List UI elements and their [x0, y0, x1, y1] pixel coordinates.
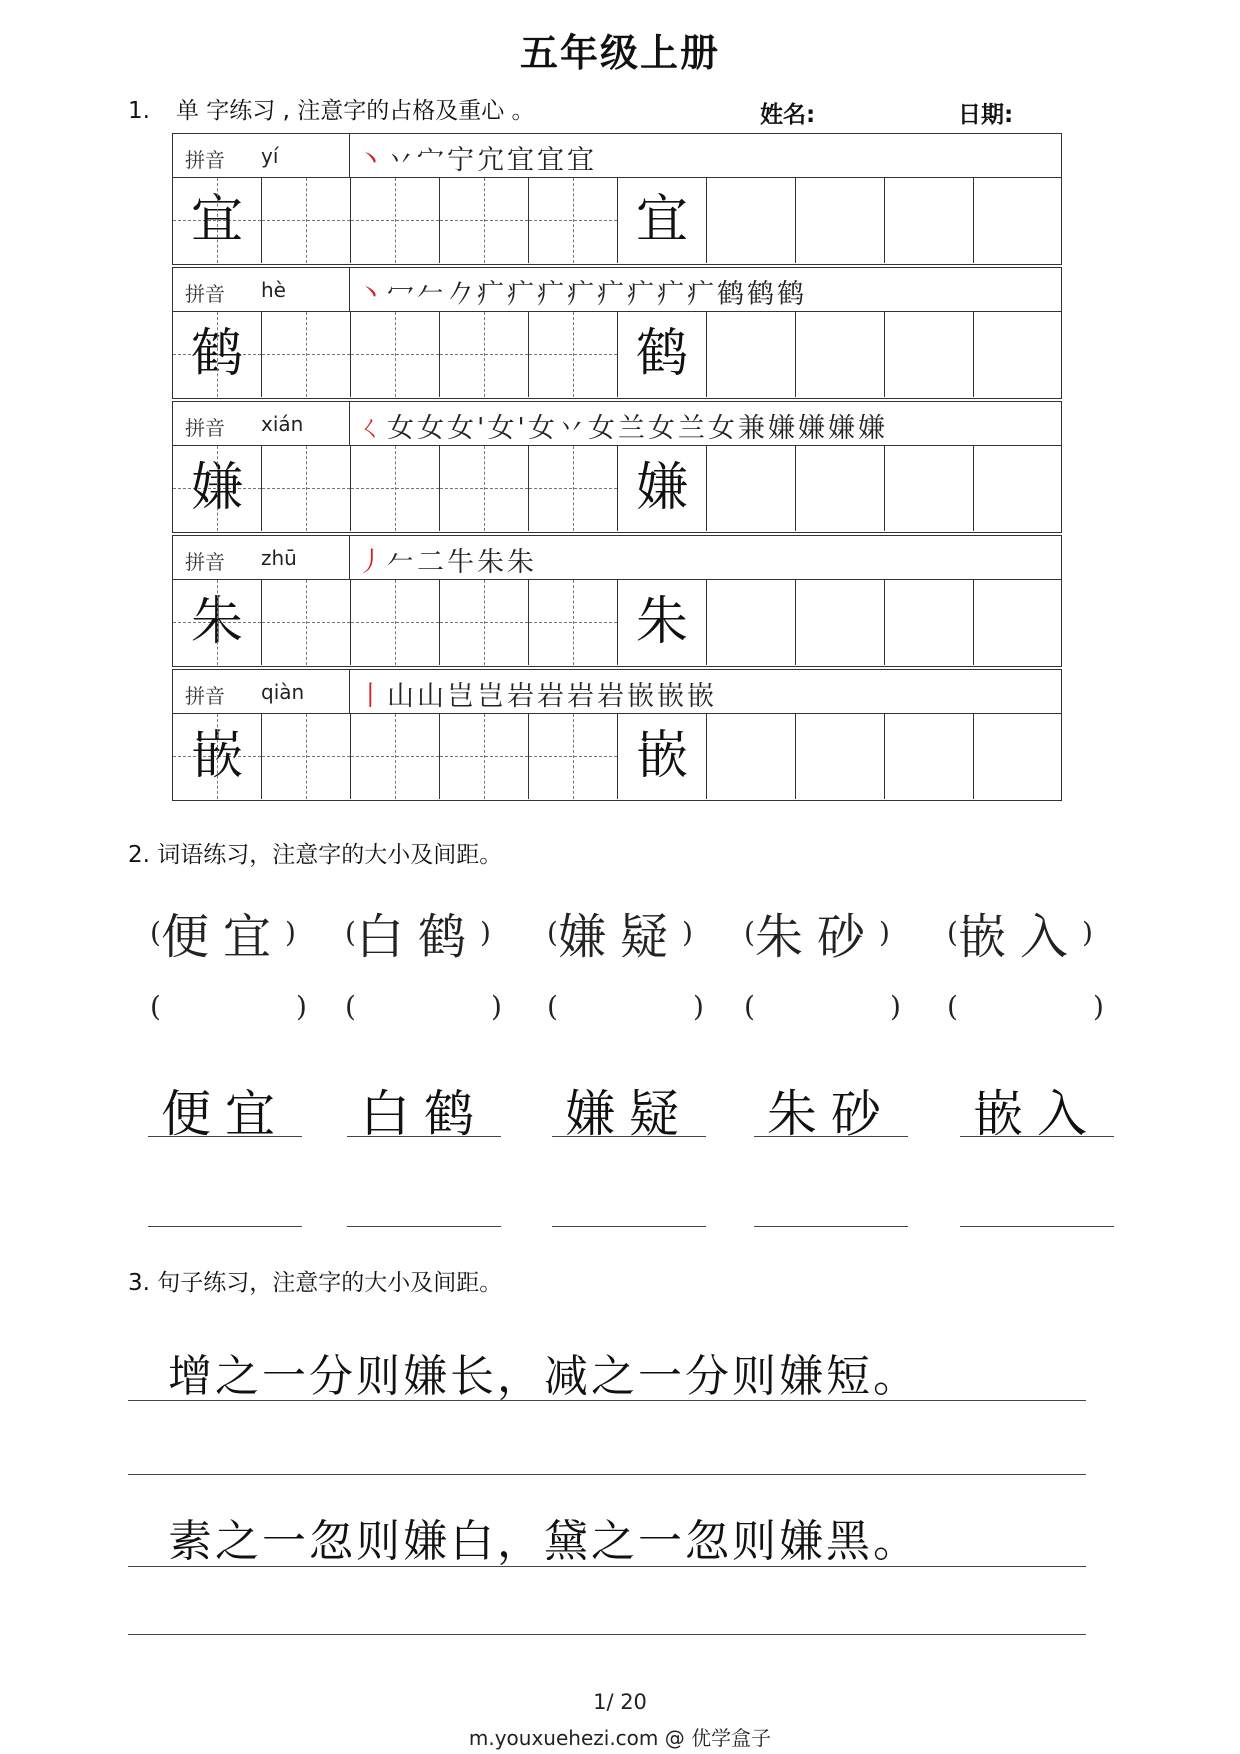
pinyin-value: yí [261, 144, 279, 168]
model-char: 嵌 [190, 726, 243, 786]
pinyin-cell [173, 268, 350, 312]
model-char: 鹤 [635, 324, 688, 384]
blank-parens[interactable] [547, 990, 717, 1023]
stroke-step: 女兰 [647, 413, 708, 444]
char-block [172, 133, 1062, 267]
open-paren: ( [744, 990, 755, 1023]
model-char-cell [618, 714, 707, 799]
stroke-step: 山 [387, 681, 417, 712]
close-paren: ) [878, 916, 890, 949]
word-with-parens [150, 898, 296, 967]
model-char-cell [173, 714, 262, 799]
section1-instruction [128, 92, 535, 125]
char-block [172, 669, 1062, 803]
stroke-step: 𠂉 [387, 547, 417, 578]
char-row [172, 713, 1062, 801]
practice-cell[interactable] [885, 580, 974, 665]
word-model: 嵌入 [957, 909, 1082, 965]
char-block [172, 535, 1062, 669]
model-char: 宜 [635, 190, 688, 250]
word-model: 朱砂 [754, 909, 879, 965]
practice-cell[interactable] [796, 178, 885, 263]
stroke-step: 宀 [417, 145, 447, 176]
page-title: 五年级上册 [519, 31, 720, 75]
stroke-step: 鹤 [777, 279, 807, 310]
stroke-step: 𠂉 [417, 279, 447, 310]
pinyin-value: zhū [261, 546, 297, 570]
stroke-step: 岩 [507, 681, 537, 712]
section1-text: 单 字练习 , 注意字的占格及重心 。 [176, 98, 535, 124]
practice-cell[interactable] [707, 446, 796, 531]
stroke-step: 岩 [537, 681, 567, 712]
stroke-step: 女兰 [587, 413, 648, 444]
practice-cell[interactable] [262, 178, 351, 263]
stroke-step: 丨 [357, 681, 387, 712]
stroke-step: 岩 [597, 681, 627, 712]
pinyin-label: 拼音 [185, 550, 225, 574]
stroke-step: 女 [417, 413, 447, 444]
stroke-step: 女' [487, 413, 528, 444]
stroke-step: 女 [387, 413, 417, 444]
word-on-line: 嵌入 [973, 1085, 1101, 1143]
close-paren: ) [479, 916, 491, 949]
open-paren: ( [345, 990, 356, 1023]
sentence-blank-line[interactable] [128, 1474, 1086, 1475]
practice-cell[interactable] [262, 312, 351, 397]
word-blank-line[interactable] [347, 1226, 501, 1227]
word-on-line: 朱砂 [767, 1085, 895, 1143]
practice-cell[interactable] [529, 446, 618, 531]
word-model: 嫌疑 [557, 909, 682, 965]
practice-cell[interactable] [529, 714, 618, 799]
practice-cell[interactable] [707, 580, 796, 665]
stroke-order [357, 674, 717, 712]
pinyin-row [172, 133, 1062, 178]
blank-parens[interactable] [150, 990, 320, 1023]
sentence-underline [128, 1566, 1086, 1567]
pinyin-row [172, 535, 1062, 580]
model-char-cell [173, 178, 262, 263]
pinyin-label: 拼音 [185, 148, 225, 172]
stroke-step: 𠂊 [447, 279, 477, 310]
practice-cell[interactable] [707, 178, 796, 263]
pinyin-label: 拼音 [185, 416, 225, 440]
stroke-step: 丿 [357, 547, 387, 578]
word-underline [754, 1136, 908, 1137]
stroke-step: ㄑ [357, 413, 387, 444]
stroke-step: 岂 [447, 681, 477, 712]
stroke-step: 山 [417, 681, 447, 712]
word-underline [347, 1136, 501, 1137]
word-underline [552, 1136, 706, 1137]
section1-number: 1. [128, 98, 150, 124]
stroke-order [357, 272, 807, 310]
practice-cell[interactable] [440, 446, 529, 531]
practice-cell[interactable] [440, 178, 529, 263]
name-label: 姓名: [760, 102, 816, 128]
stroke-step: 宂 [477, 145, 507, 176]
close-paren: ) [1093, 990, 1104, 1023]
model-char: 朱 [635, 592, 688, 652]
stroke-step: 鹤 [717, 279, 747, 310]
practice-cell[interactable] [529, 580, 618, 665]
stroke-step: 疒 [507, 279, 537, 310]
stroke-step: 岂 [477, 681, 507, 712]
footer-site: m.youxuehezi.com @ 优学盒子 [468, 1726, 772, 1750]
pinyin-value: qiàn [261, 680, 305, 704]
stroke-step: 宜 [567, 145, 597, 176]
pinyin-value: hè [261, 278, 286, 302]
practice-cell[interactable] [440, 580, 529, 665]
word-with-parens [547, 898, 693, 967]
blank-parens[interactable] [947, 990, 1117, 1023]
stroke-step: 二 [417, 547, 447, 578]
stroke-step: 丶 [357, 145, 387, 176]
stroke-step: 嵌 [657, 681, 687, 712]
word-model: 便宜 [160, 909, 285, 965]
practice-cell[interactable] [885, 714, 974, 799]
pinyin-label: 拼音 [185, 684, 225, 708]
practice-cell[interactable] [529, 178, 618, 263]
char-row [172, 445, 1062, 533]
model-char-cell [618, 178, 707, 263]
stroke-step: 宁 [447, 145, 477, 176]
stroke-step: 嫌 [857, 413, 888, 444]
stroke-order [357, 138, 597, 176]
practice-cell[interactable] [885, 312, 974, 397]
stroke-step: 嵌 [627, 681, 657, 712]
practice-cell[interactable] [440, 312, 529, 397]
word-blank-line[interactable] [754, 1226, 908, 1227]
pinyin-cell [173, 402, 350, 446]
stroke-step: 疒 [627, 279, 657, 310]
practice-cell[interactable] [351, 312, 440, 397]
stroke-step: 嫌 [767, 413, 798, 444]
pinyin-value: xián [261, 412, 304, 436]
model-sentence: 素之一忽则嫌白，黛之一忽则嫌黑。 [168, 1516, 920, 1567]
model-char: 朱 [190, 592, 243, 652]
practice-cell[interactable] [262, 714, 351, 799]
stroke-step: 朱 [477, 547, 507, 578]
word-blank-line[interactable] [148, 1226, 302, 1227]
pinyin-cell [173, 134, 350, 178]
word-with-parens [744, 898, 890, 967]
close-paren: ) [681, 916, 693, 949]
close-paren: ) [693, 990, 704, 1023]
stroke-step: 嫌 [827, 413, 858, 444]
char-block [172, 267, 1062, 401]
word-on-line: 嫌疑 [565, 1085, 693, 1143]
practice-cell[interactable] [351, 178, 440, 263]
practice-cell[interactable] [974, 178, 1063, 263]
sentence-underline [128, 1400, 1086, 1401]
stroke-step: 牛 [447, 547, 477, 578]
practice-cell[interactable] [974, 446, 1063, 531]
practice-cell[interactable] [796, 446, 885, 531]
model-char-cell [173, 580, 262, 665]
stroke-step: 女' [447, 413, 488, 444]
open-paren: ( [150, 916, 161, 949]
stroke-step: 朱 [507, 547, 537, 578]
open-paren: ( [547, 990, 558, 1023]
stroke-step: 岩 [567, 681, 597, 712]
stroke-step: 疒 [597, 279, 627, 310]
character-practice-grid [172, 133, 1062, 803]
word-on-line: 白鹤 [360, 1085, 488, 1143]
word-blank-line[interactable] [960, 1226, 1114, 1227]
char-row [172, 311, 1062, 399]
open-paren: ( [744, 916, 755, 949]
practice-cell[interactable] [529, 312, 618, 397]
stroke-step: 嵌 [687, 681, 717, 712]
close-paren: ) [890, 990, 901, 1023]
practice-cell[interactable] [885, 446, 974, 531]
pinyin-row [172, 267, 1062, 312]
close-paren: ) [1081, 916, 1093, 949]
pinyin-cell [173, 536, 350, 580]
stroke-order [357, 406, 888, 444]
model-char: 嫌 [635, 458, 688, 518]
word-blank-line[interactable] [552, 1226, 706, 1227]
practice-cell[interactable] [796, 312, 885, 397]
blank-parens[interactable] [345, 990, 515, 1023]
stroke-step: 疒 [477, 279, 507, 310]
stroke-step: 冖 [387, 279, 417, 310]
word-model: 白鹤 [355, 909, 480, 965]
practice-cell[interactable] [262, 446, 351, 531]
model-char-cell [618, 446, 707, 531]
section3-instruction: 3. 句子练习，注意字的大小及间距。 [128, 1270, 503, 1296]
word-with-parens [947, 898, 1093, 967]
char-block [172, 401, 1062, 535]
blank-parens[interactable] [744, 990, 914, 1023]
open-paren: ( [547, 916, 558, 949]
practice-cell[interactable] [974, 312, 1063, 397]
close-paren: ) [284, 916, 296, 949]
stroke-step: 丶 [357, 279, 387, 310]
word-with-parens [345, 898, 491, 967]
close-paren: ) [491, 990, 502, 1023]
open-paren: ( [345, 916, 356, 949]
stroke-step: 疒 [537, 279, 567, 310]
page-number: 1/ 20 [593, 1690, 647, 1714]
stroke-step: 宜 [537, 145, 567, 176]
stroke-step: 丷 [387, 145, 417, 176]
model-char: 宜 [190, 190, 243, 250]
practice-cell[interactable] [707, 714, 796, 799]
section2-instruction: 2. 词语练习，注意字的大小及间距。 [128, 842, 503, 868]
sentence-blank-line[interactable] [128, 1634, 1086, 1635]
word-underline [960, 1136, 1114, 1137]
practice-cell[interactable] [796, 714, 885, 799]
date-label: 日期: [958, 102, 1014, 128]
practice-cell[interactable] [796, 580, 885, 665]
model-char-cell [618, 312, 707, 397]
char-row [172, 579, 1062, 667]
char-row [172, 177, 1062, 265]
stroke-step: 女丷 [527, 413, 588, 444]
model-sentence: 增之一分则嫌长，减之一分则嫌短。 [168, 1351, 920, 1402]
stroke-step: 鹤 [747, 279, 777, 310]
open-paren: ( [947, 990, 958, 1023]
stroke-step: 女兼 [707, 413, 768, 444]
practice-cell[interactable] [351, 714, 440, 799]
practice-cell[interactable] [351, 446, 440, 531]
close-paren: ) [296, 990, 307, 1023]
practice-cell[interactable] [974, 580, 1063, 665]
stroke-step: 疒 [687, 279, 717, 310]
stroke-step: 疒 [567, 279, 597, 310]
practice-cell[interactable] [974, 714, 1063, 799]
pinyin-cell [173, 670, 350, 714]
model-char: 嵌 [635, 726, 688, 786]
model-char-cell [173, 312, 262, 397]
model-char: 鹤 [190, 324, 243, 384]
open-paren: ( [947, 916, 958, 949]
model-char-cell [173, 446, 262, 531]
practice-cell[interactable] [262, 580, 351, 665]
stroke-step: 疒 [657, 279, 687, 310]
pinyin-row [172, 669, 1062, 714]
practice-cell[interactable] [707, 312, 796, 397]
word-on-line: 便宜 [161, 1085, 289, 1143]
open-paren: ( [150, 990, 161, 1023]
word-underline [148, 1136, 302, 1137]
model-char: 嫌 [190, 458, 243, 518]
practice-cell[interactable] [885, 178, 974, 263]
pinyin-row [172, 401, 1062, 446]
stroke-step: 宜 [507, 145, 537, 176]
pinyin-label: 拼音 [185, 282, 225, 306]
model-char-cell [618, 580, 707, 665]
stroke-order [357, 540, 537, 578]
practice-cell[interactable] [440, 714, 529, 799]
practice-cell[interactable] [351, 580, 440, 665]
stroke-step: 嫌 [797, 413, 828, 444]
